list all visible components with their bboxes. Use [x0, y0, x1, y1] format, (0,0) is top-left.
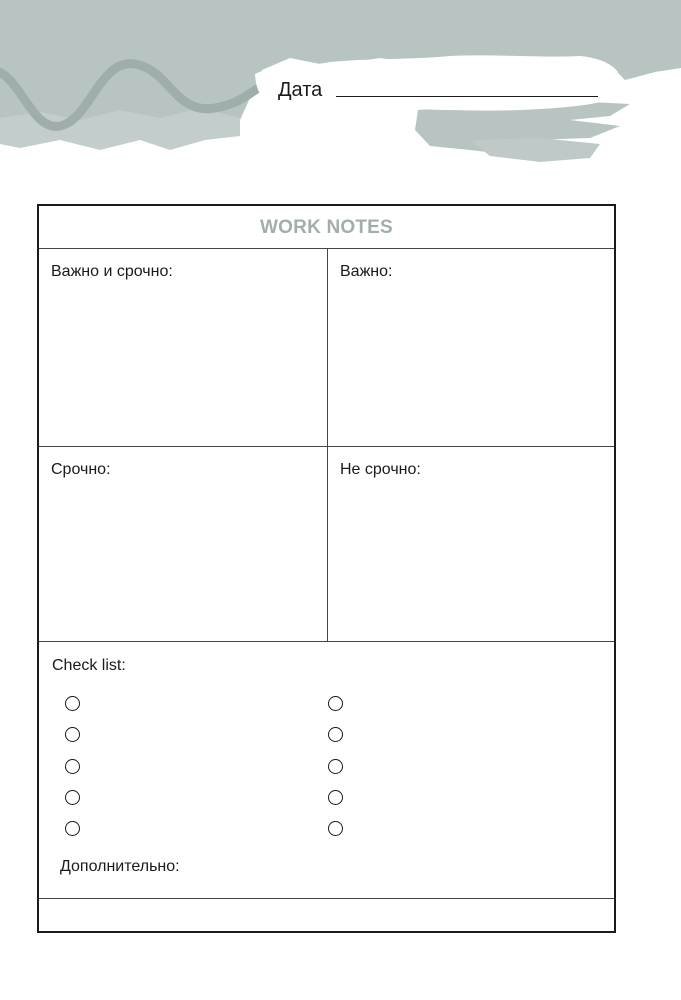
checkbox-circle[interactable] — [65, 759, 80, 774]
date-entry-line[interactable] — [336, 96, 598, 97]
checkbox-circle[interactable] — [328, 759, 343, 774]
quadrant-label: Важно: — [340, 263, 393, 280]
quadrant-label: Важно и срочно: — [51, 263, 173, 280]
checkbox-circle[interactable] — [328, 727, 343, 742]
checkbox-circle[interactable] — [328, 790, 343, 805]
checklist-label: Check list: — [52, 657, 126, 674]
checkbox-circle[interactable] — [65, 790, 80, 805]
checkbox-circle[interactable] — [65, 821, 80, 836]
checkbox-circle[interactable] — [65, 696, 80, 711]
quadrant-important[interactable] — [328, 249, 614, 447]
quadrant-label: Срочно: — [51, 461, 111, 478]
checkbox-circle[interactable] — [328, 696, 343, 711]
quadrant-important-urgent[interactable] — [39, 249, 328, 447]
quadrant-not-urgent[interactable] — [328, 447, 614, 642]
sheet-title: WORK NOTES — [39, 206, 614, 249]
date-label: Дата — [278, 79, 323, 101]
additional-label: Дополнительно: — [60, 858, 180, 875]
checkbox-circle[interactable] — [65, 727, 80, 742]
quadrant-urgent[interactable] — [39, 447, 328, 642]
additional-divider — [39, 898, 614, 899]
work-notes-sheet — [37, 204, 616, 933]
brush-stroke-header — [0, 0, 681, 180]
quadrant-label: Не срочно: — [340, 461, 421, 478]
checkbox-circle[interactable] — [328, 821, 343, 836]
